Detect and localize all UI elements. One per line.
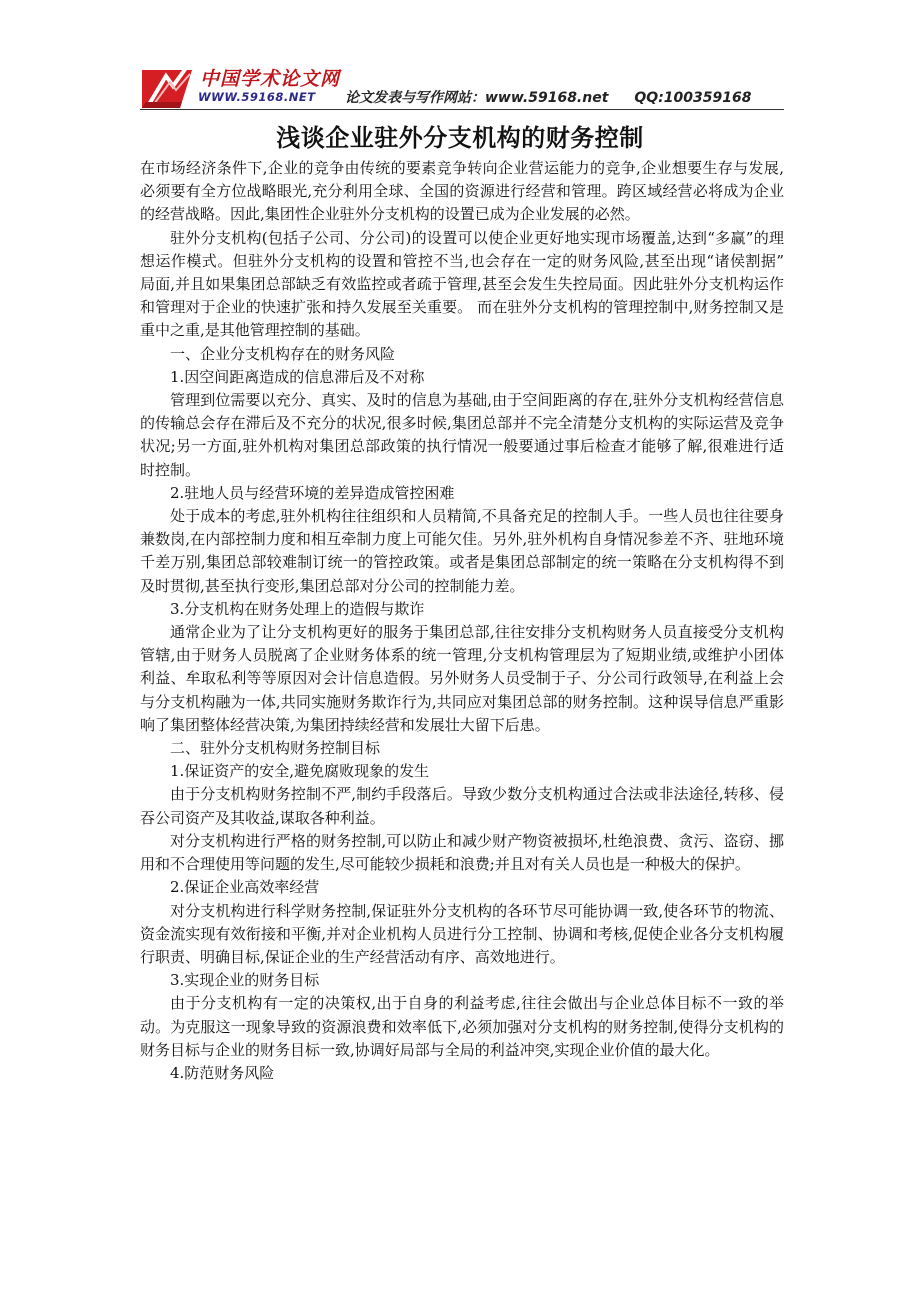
- qq-label: QQ:100359168: [634, 90, 752, 106]
- page-header: [140, 62, 784, 110]
- article-body: [140, 157, 784, 1085]
- paragraph: 对分支机构进行严格的财务控制,可以防止和减少财产物资被损坏,杜绝浪费、贪污、盗窃、挪用和不合理使用等问题的发生,尽可能较少损耗和浪费;并且对有关人员也是一种极大的保护。: [140, 831, 784, 874]
- paragraph: 管理到位需要以充分、真实、及时的信息为基础,由于空间距离的存在,驻外分支机构经营信息的传输总会存在滞后及不充分的状况,很多时候,集团总部并不完全清楚分支机构的实际运营及竞争状况;另一方面,驻外机构对集团总部政策的执行情况一般要通过事后检查才能够了解,很难进行适时控制。: [140, 391, 784, 479]
- subsection-heading: 3.分支机构在财务处理上的造假与欺诈: [170, 599, 425, 618]
- subsection-heading: 2.保证企业高效率经营: [170, 878, 320, 897]
- logo-url-text: WWW.59168.NET: [198, 90, 316, 104]
- paragraph: 对分支机构进行科学财务控制,保证驻外分支机构的各环节尽可能协调一致,使各环节的物流、资金流实现有效衔接和平衡,并对企业机构人员进行分工控制、协调和考核,促使企业各分支机构履行职责、明确目标,保证企业的生产经营活动有序、高效地进行。: [140, 901, 784, 966]
- header-divider: [140, 109, 784, 110]
- subsection-heading: 1.保证资产的安全,避免腐败现象的发生: [170, 762, 430, 781]
- logo-emblem-icon: [140, 62, 200, 110]
- paragraph: 驻外分支机构(包括子公司、分公司)的设置可以使企业更好地实现市场覆盖,达到“多赢”的理想运作模式。但驻外分支机构的设置和管控不当,也会存在一定的财务风险,甚至出现“诸侯割据” 局面,并且如果集团总部缺乏有效监控或者疏于管理,甚至会发生失控局面。因此驻外分支机构运作和管理对于企业的快速扩张和持久发展至关重要。 而在驻外分支机构的管理控制中,财务控制又是重中之重,是其他管理控制的基础。: [140, 228, 784, 340]
- site-logo[interactable]: [140, 62, 340, 110]
- subsection-heading: 1.因空间距离造成的信息滞后及不对称: [170, 367, 425, 386]
- paragraph: 在市场经济条件下,企业的竞争由传统的要素竞争转向企业营运能力的竞争,企业想要生存与发展,必须要有全方位战略眼光,充分利用全球、全国的资源进行经营和管理。跨区域经营必将成为企业的经营战略。因此,集团性企业驻外分支机构的设置已成为企业发展的必然。: [140, 159, 784, 224]
- paragraph: 处于成本的考虑,驻外机构往往组织和人员精简,不具备充足的控制人手。一些人员也往往要身兼数岗,在内部控制力度和相互牵制力度上可能欠佳。另外,驻外机构自身情况参差不齐、驻地环境千差万别,集团总部较难制订统一的管控政策。或者是集团总部制定的统一策略在分支机构得不到及时贯彻,甚至执行变形,集团总部对分公司的控制能力差。: [140, 507, 784, 595]
- site-info: [345, 87, 751, 107]
- paragraph: 通常企业为了让分支机构更好的服务于集团总部,往往安排分支机构财务人员直接受分支机构管辖,由于财务人员脱离了企业财务体系的统一管理,分支机构管理层为了短期业绩,或维护小团体利益、牟取私利等等原因对会计信息造假。另外财务人员受制于子、分公司行政领导,在利益上会与分支机构融为一体,共同实施财务欺诈行为,共同应对集团总部的财务控制。这种误导信息严重影响了集团整体经营决策,为集团持续经营和发展壮大留下后患。: [140, 623, 784, 734]
- section-heading: 一、企业分支机构存在的财务风险: [170, 344, 396, 363]
- section-heading: 二、驻外分支机构财务控制目标: [170, 739, 381, 758]
- site-label[interactable]: 论文发表与写作网站：www.59168.net: [345, 90, 609, 106]
- subsection-heading: 4.防范财务风险: [170, 1063, 275, 1082]
- paragraph: 由于分支机构财务控制不严,制约手段落后。导致少数分支机构通过合法或非法途径,转移、侵吞公司资产及其收益,谋取各种利益。: [140, 785, 784, 827]
- subsection-heading: 2.驻地人员与经营环境的差异造成管控困难: [170, 483, 455, 502]
- page-title: 浅谈企业驻外分支机构的财务控制: [276, 124, 644, 152]
- subsection-heading: 3.实现企业的财务目标: [170, 971, 320, 990]
- paragraph: 由于分支机构有一定的决策权,出于自身的利益考虑,往往会做出与企业总体目标不一致的举动。为克服这一现象导致的资源浪费和效率低下,必须加强对分支机构的财务控制,使得分支机构的财务目标与企业的财务目标一致,协调好局部与全局的利益冲突,实现企业价值的最大化。: [140, 994, 784, 1059]
- logo-chinese-text: 中国学术论文网: [200, 68, 341, 90]
